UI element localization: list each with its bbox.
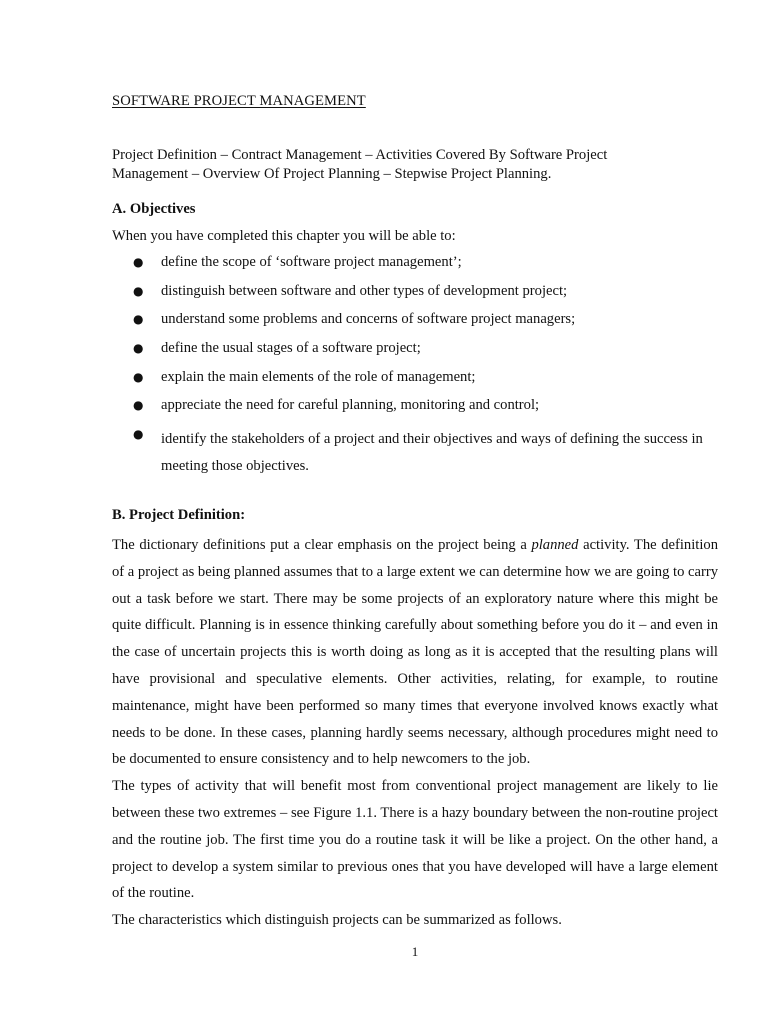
document-title: SOFTWARE PROJECT MANAGEMENT <box>112 93 366 109</box>
page-number: 1 <box>411 944 419 959</box>
objective-text: appreciate the need for careful planning, monitoring and control; <box>161 397 540 414</box>
chapter-topics-line-2: Management – Overview Of Project Planning – Stepwise Project Planning. <box>112 165 552 182</box>
paragraph-text: The dictionary definitions put a clear emphasis on the project being a <box>112 537 532 553</box>
project-definition-heading: B. Project Definition: <box>112 507 246 523</box>
objective-text: define the scope of ‘software project management’; <box>161 254 462 270</box>
emphasis-text: planned <box>531 537 579 553</box>
bullet-icon: ● <box>133 398 144 413</box>
project-definition-body <box>112 532 718 934</box>
paragraph-text: activity. The definition of a project as being planned assumes that to a large extent we can determine how we are going to carry out a task before we start. There may be some projects of an exploratory nature where this might be quite difficult. Planning is in essence thinking carefully about something before you do it – and even in the case of uncertain projects this is worth doing as long as it is accepted that the resulting plans will have provisional and speculative elements. Other activities, relating, for example, to routine maintenance, might have been performed so many times that everyone involved knows exactly what needs to be done. In these cases, planning hardly seems necessary, although procedures might need to be documented to ensure consistency and to help newcomers to the job. <box>112 537 718 768</box>
paragraph: The types of activity that will benefit most from conventional project management are likely to lie between these two extremes – see Figure 1.1. There is a hazy boundary between the non-routine project and the routine job. The first time you do a routine task it will be like a project. On the other hand, a project to develop a system similar to previous ones that you have developed will have a large element of the routine. <box>112 778 718 902</box>
objective-text: identify the stakeholders of a project and their objectives and ways of defining the success in meeting those objectives. <box>161 431 703 475</box>
chapter-topics <box>112 146 607 183</box>
bullet-icon: ● <box>133 427 144 442</box>
objectives-heading: A. Objectives <box>112 201 196 217</box>
paragraph: The characteristics which distinguish projects can be summarized as follows. <box>112 912 562 929</box>
objective-text: explain the main elements of the role of management; <box>161 368 476 385</box>
objective-text: define the usual stages of a software project; <box>161 340 421 357</box>
bullet-icon: ● <box>133 369 144 384</box>
bullet-icon: ● <box>133 312 144 327</box>
paragraph <box>112 532 718 773</box>
bullet-icon: ● <box>133 283 144 298</box>
objectives-intro: When you have completed this chapter you will be able to: <box>112 228 456 244</box>
objective-text: distinguish between software and other types of development project; <box>161 282 568 299</box>
bullet-icon: ● <box>133 255 144 269</box>
objective-text: understand some problems and concerns of software project managers; <box>161 311 576 328</box>
chapter-topics-line-1: Project Definition – Contract Management – Activities Covered By Software Project <box>112 147 608 163</box>
bullet-icon: ● <box>133 341 144 356</box>
